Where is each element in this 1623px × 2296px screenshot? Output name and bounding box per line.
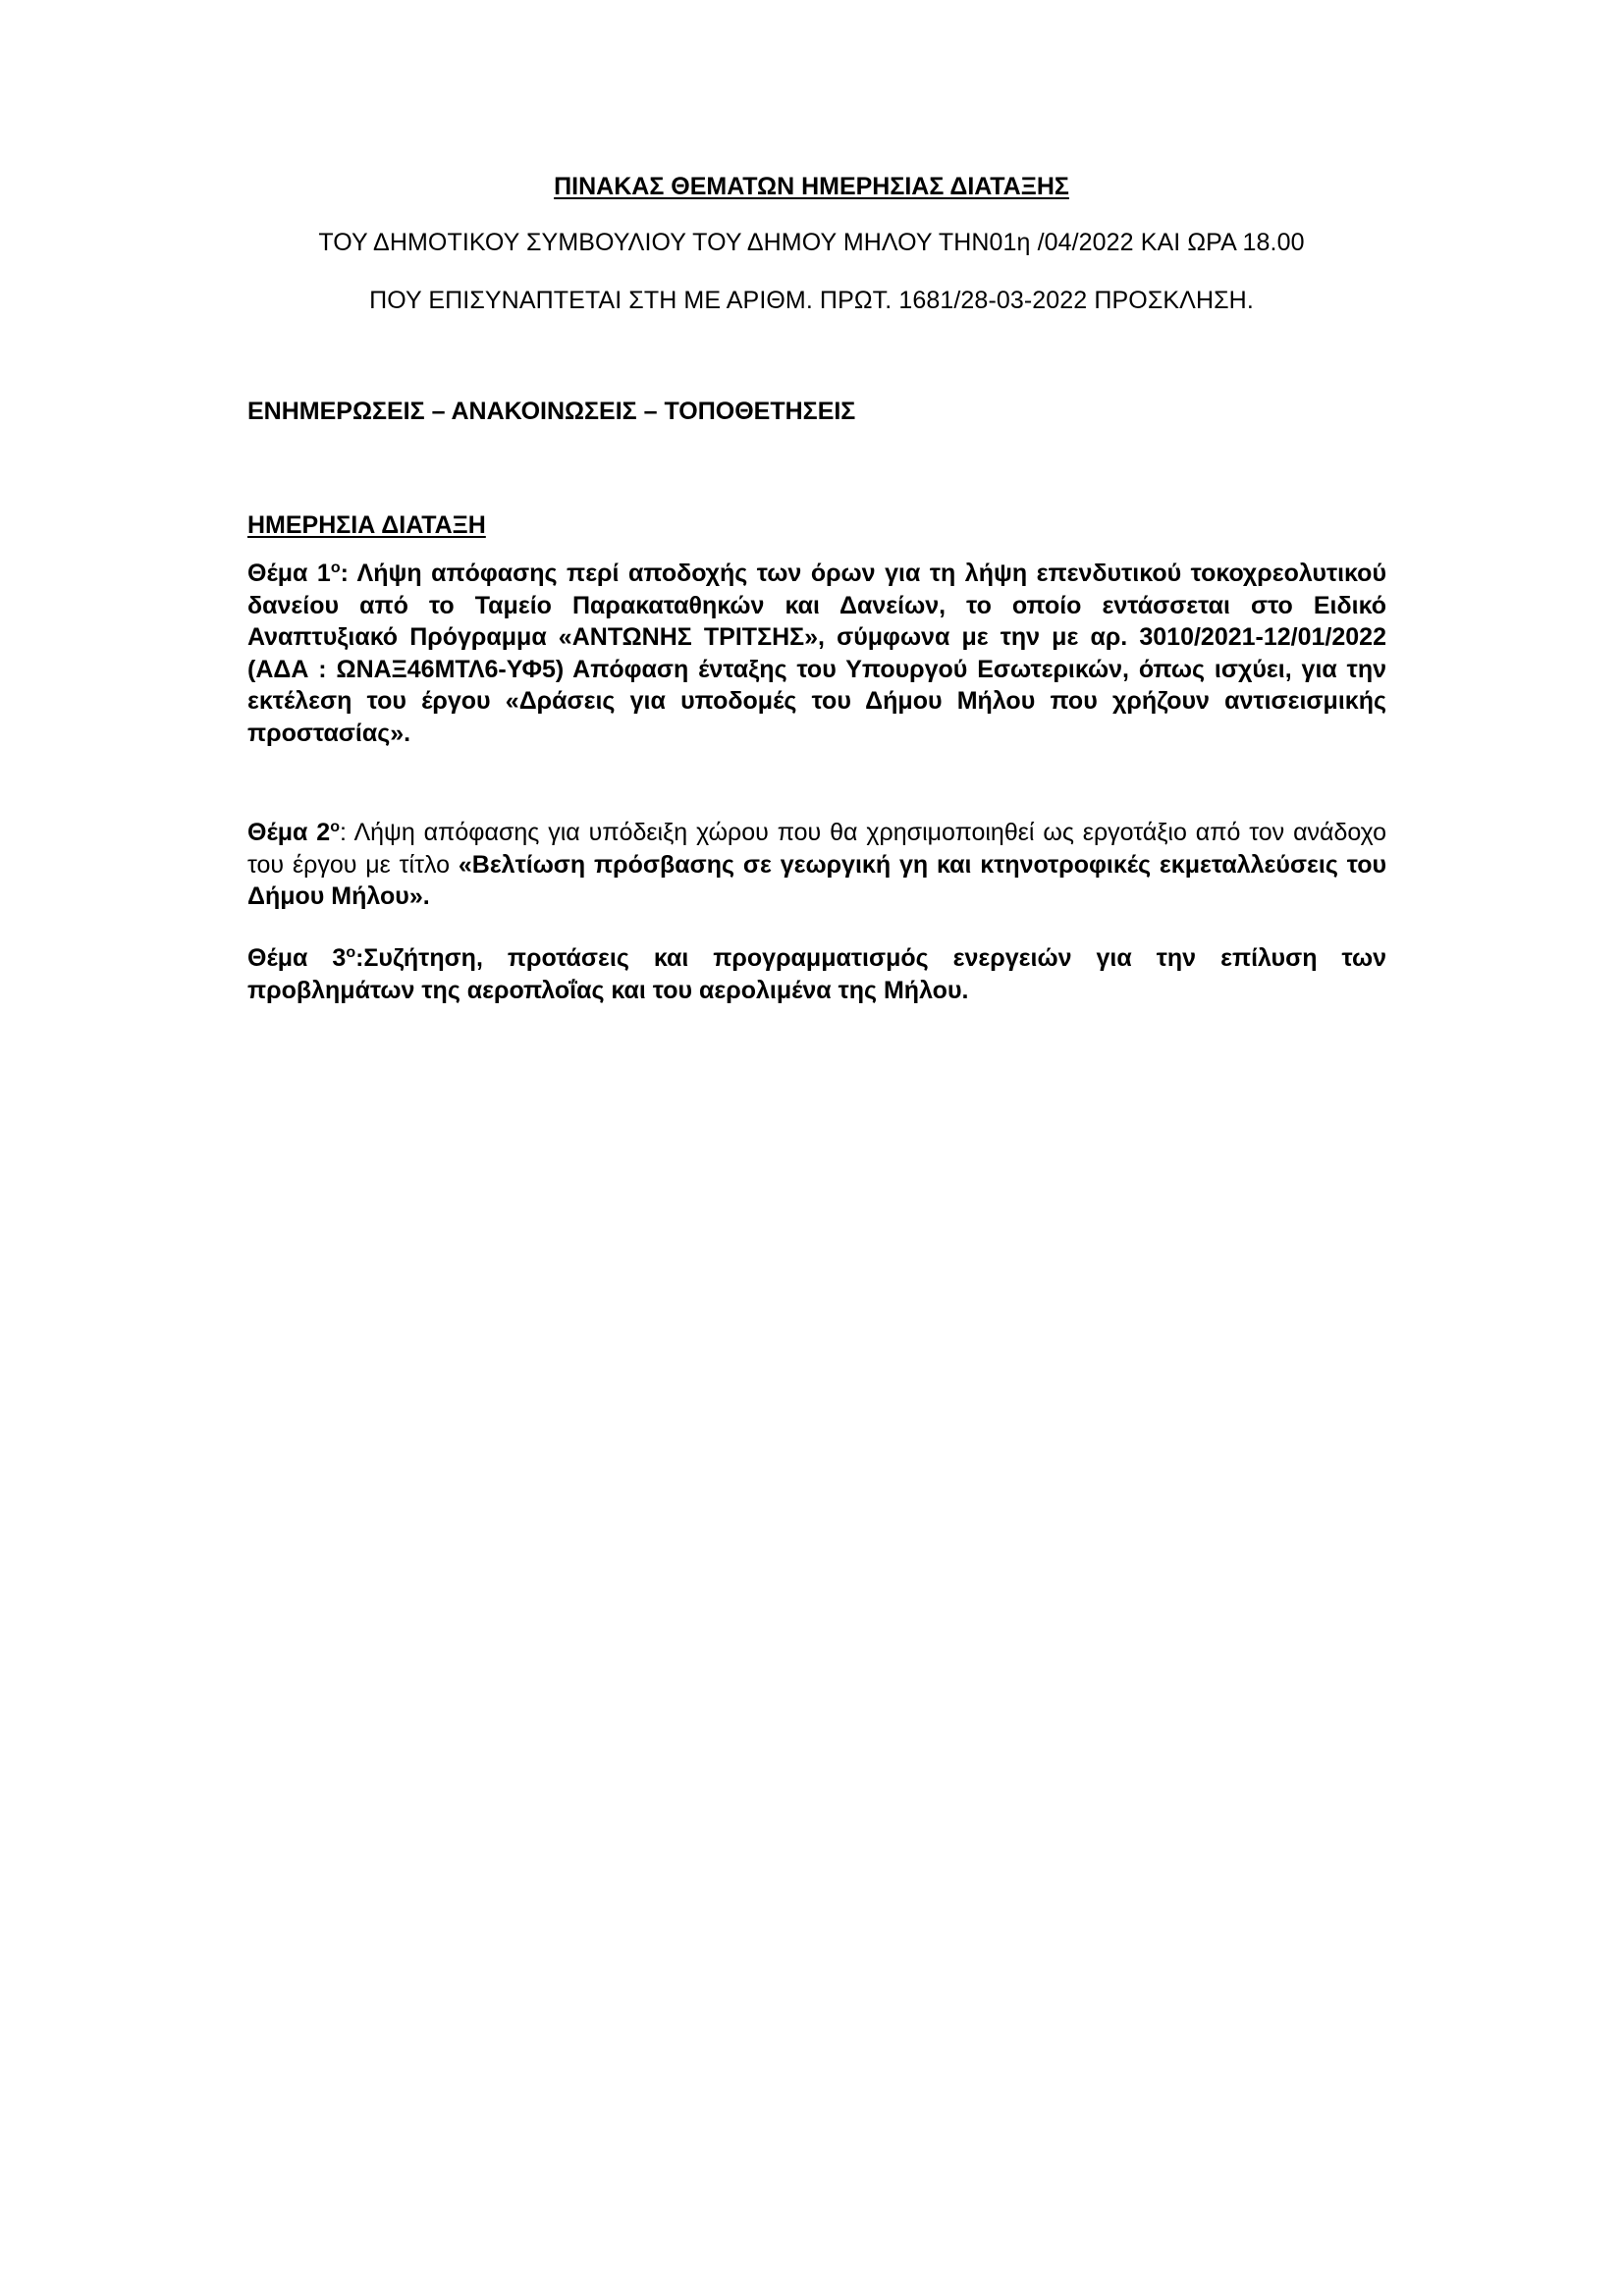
agenda-item-label: Θέμα $1^o$ xyxy=(247,560,341,587)
ordinal-superscript: ο xyxy=(330,819,340,835)
agenda-item-text: : Λήψη απόφασης περί αποδοχής των όρων για τη λήψη επενδυτικού τοκοχρεολυτικού δανείου από το Ταμείο Παρακαταθηκών και Δανείων, το οποίο εντάσσεται στο Ειδικό Αναπτυξιακό Πρόγραμμα «ΑΝΤΩΝΗΣ ΤΡΙΤΣΗΣ», σύμφωνα με την με αρ. 3010/2021-12/01/2022 (ΑΔΑ : ΩΝΑΞ46ΜΤΛ6-ΥΦ5) Απόφαση ένταξης του Υπουργού Εσωτερικών, όπως ισχύει, για την εκτέλεση του έργου «Δράσεις για υποδομές του Δήμου Μήλου που χρήζουν αντισεισμικής προστασίας». xyxy=(247,560,1386,747)
agenda-item-2 xyxy=(247,817,1386,913)
agenda-item-1 xyxy=(247,558,1386,749)
agenda-item-project-title: «Βελτίωση πρόσβασης σε γεωργική γη και κτηνοτροφικές εκμεταλλεύσεις του Δήμου Μήλου». xyxy=(247,850,1387,910)
council-meeting-line: ΤΟΥ ΔΗΜΟΤΙΚΟΥ ΣΥΜΒΟΥΛΙΟΥ ΤΟΥ ΔΗΜΟΥ ΜΗΛΟΥ ΤΗΝ01η /04/2022 ΚΑΙ ΩΡΑ 18.00 xyxy=(318,229,1305,256)
agenda-item-3 xyxy=(247,942,1386,1006)
announcements-heading: ΕΝΗΜΕΡΩΣΕΙΣ – ΑΝΑΚΟΙΝΩΣΕΙΣ – ΤΟΠΟΘΕΤΗΣΕΙΣ xyxy=(247,398,856,425)
agenda-item-label: Θέμα $2^o$ xyxy=(247,819,340,846)
agenda-item-label: Θέμα $3^o$ xyxy=(247,944,356,972)
agenda-item-text: :Συζήτηση, προτάσεις και προγραμματισμός ενεργειών για την επίλυση των προβλημάτων της αεροπλοΐας και του αερολιμένα της Μήλου. xyxy=(247,944,1386,1004)
invitation-reference-line: ΠΟΥ ΕΠΙΣΥΝΑΠΤΕΤΑΙ ΣΤΗ ΜΕ ΑΡΙΘΜ. ΠΡΩΤ. 1681/28-03-2022 ΠΡΟΣΚΛΗΣΗ. xyxy=(369,287,1254,314)
document-title: ΠΙΝΑΚΑΣ ΘΕΜΑΤΩΝ ΗΜΕΡΗΣΙΑΣ ΔΙΑΤΑΞΗΣ xyxy=(554,173,1069,200)
agenda-item-text: : Λήψη απόφασης για υπόδειξη χώρου που θα χρησιμοποιηθεί ως εργοτάξιο από τον ανάδοχο του έργου με τίτλο xyxy=(247,819,1386,879)
agenda-heading: ΗΜΕΡΗΣΙΑ ΔΙΑΤΑΞΗ xyxy=(247,511,486,539)
ordinal-superscript: ο xyxy=(330,560,341,576)
ordinal-superscript: ο xyxy=(346,944,356,961)
